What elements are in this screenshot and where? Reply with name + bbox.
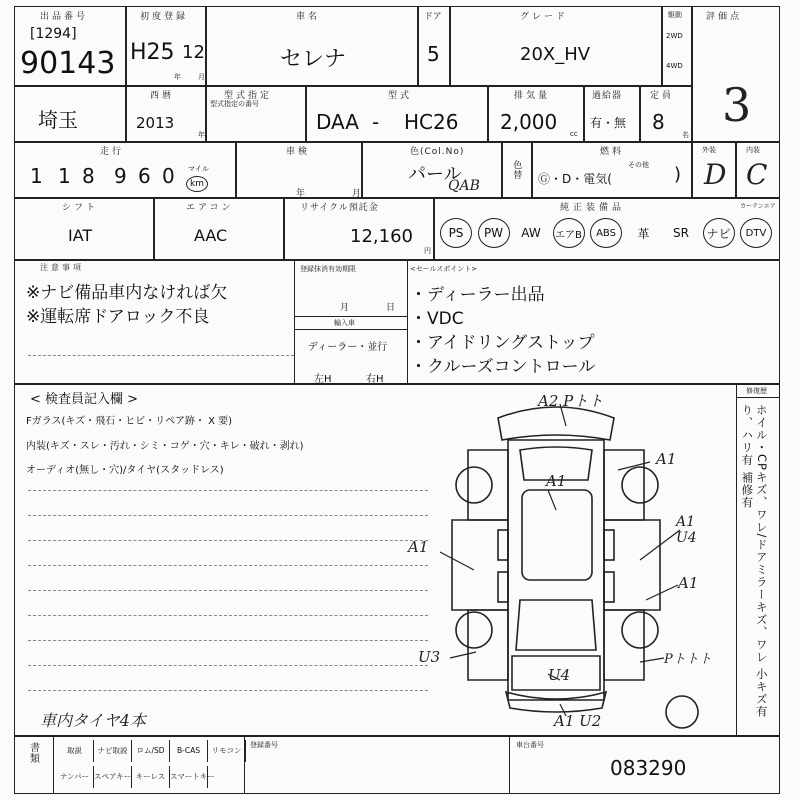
capacity-label: 定員 — [650, 91, 675, 101]
sales-2: ・VDC — [410, 309, 464, 329]
car-name-label: 車名 — [296, 12, 321, 22]
mark-right-front: A1 — [656, 450, 677, 468]
sales-4: ・クルーズコントロール — [410, 357, 596, 377]
doors-label: ドア — [424, 12, 442, 22]
equipment-item: PW — [478, 218, 510, 248]
supercharger-value: 有・無 — [590, 116, 627, 130]
equipment-label: 純正装備品 — [560, 203, 626, 213]
interior-label: 内装 — [746, 146, 760, 154]
shaken-year: 年 — [296, 189, 306, 199]
color-value: パール — [408, 164, 462, 185]
footer-doc-item: 取説 — [56, 740, 94, 762]
mileage-digit-6: 0 — [162, 164, 175, 188]
displacement-value: 2,000 — [500, 110, 558, 134]
sales-3: ・アイドリングストップ — [410, 333, 595, 353]
score-label: 評価点 — [706, 12, 743, 22]
repaint-label: 色替 — [511, 160, 522, 180]
mileage-digit-1: 1 — [30, 164, 43, 188]
shaken-month: 月 — [352, 189, 362, 199]
inspector-label: < 検査員記入欄 > — [30, 392, 139, 407]
lot-bracket: [1294] — [30, 26, 77, 42]
displacement-unit: cc — [570, 130, 578, 138]
equipment-item: エアB — [553, 218, 585, 248]
mileage-label: 走行 — [100, 147, 125, 157]
car-name: セレナ — [280, 47, 347, 72]
import-label: 輸入車 — [334, 319, 355, 327]
footer-doc-item: リモコン — [208, 740, 246, 762]
interior-value: C — [746, 158, 768, 191]
footer-doc-item: ナビ取説 — [94, 740, 132, 762]
reg-no-cell — [244, 736, 510, 794]
fuel-options: Ⓖ・D・電気( — [538, 172, 612, 186]
mark-right-low: A1 — [678, 574, 699, 592]
aircon-label: エアコン — [186, 203, 234, 213]
model-type-dash: - — [372, 110, 380, 134]
notes-label: 注意事項 — [40, 263, 84, 272]
grade-value: 20X_HV — [520, 44, 591, 65]
model-type-code: HC26 — [404, 110, 459, 134]
fuel-close: ) — [674, 164, 682, 185]
equipment-item: 革 — [637, 226, 650, 241]
first-reg-month: 12 — [182, 42, 205, 63]
first-reg-month-unit: 月 — [198, 73, 205, 81]
chassis-label: 車台番号 — [516, 741, 544, 749]
sales-label: <セールスポイント> — [410, 265, 478, 273]
recycle-label: リサイクル預託金 — [300, 203, 379, 213]
type-spec-note: 型式指定の番号 — [210, 100, 259, 108]
exterior-label: 外装 — [702, 146, 716, 154]
equipment-item: ナビ — [703, 218, 735, 248]
import-value: ディーラー・並行 — [308, 342, 388, 353]
note-1: ※ナビ備品車内なければ欠 — [26, 283, 228, 303]
reg-expiry-label: 登録抹消有効期限 — [300, 265, 356, 273]
steering-left: 左H — [314, 374, 332, 385]
drive-2wd: 2WD — [666, 32, 683, 40]
footer-doc-item: ロム/SD — [132, 740, 170, 762]
inspector-handwritten: 車内タイヤ4本 — [40, 711, 146, 730]
reg-day: 日 — [386, 303, 396, 313]
capacity-value: 8 — [652, 110, 665, 134]
shift-value: IAT — [68, 226, 93, 245]
mark-bottom: A1 U2 — [554, 712, 602, 730]
recycle-unit: 円 — [424, 247, 431, 255]
fuel-label: 燃料 — [600, 147, 625, 157]
recycle-value: 12,160 — [350, 226, 413, 247]
equipment-item: AW — [521, 226, 541, 240]
mark-left: A1 — [408, 538, 429, 556]
inspector-line-1: Fガラス(キズ・飛石・ヒビ・リペア跡・ X 要) — [26, 416, 233, 427]
mileage-unit-km: km — [186, 176, 208, 192]
color-label: 色(Col.No) — [410, 147, 465, 157]
grade-label: グレード — [520, 12, 569, 22]
aircon-value: AAC — [194, 226, 228, 245]
doc-label: 書類 — [27, 742, 39, 764]
type-spec-label: 型式指定 — [224, 91, 273, 101]
mark-right-mid: A1 U4 — [676, 514, 697, 546]
shift-label: シフト — [62, 203, 99, 213]
inspector-line-3: オーディオ(無し・穴)/タイヤ(スタッドレス) — [26, 465, 224, 476]
mark-rear: A2 Pトト — [538, 392, 604, 410]
mark-front-right: Pトトト — [664, 652, 712, 667]
note-2: ※運転席ドアロック不良 — [26, 307, 210, 327]
color-code: QAB — [448, 178, 480, 194]
first-reg-year-unit: 年 — [174, 73, 181, 81]
lot-number: 90143 — [20, 46, 116, 81]
footer-doc-item: ナンバー — [56, 766, 94, 788]
model-type-label: 型式 — [388, 91, 413, 101]
reg-month: 月 — [340, 303, 350, 313]
supercharger-label: 過給器 — [592, 91, 623, 101]
capacity-unit: 名 — [682, 131, 689, 139]
first-reg-era: H25 — [130, 40, 175, 65]
model-type-prefix: DAA — [316, 110, 359, 134]
equipment-item: SR — [673, 226, 689, 240]
mileage-digit-3: 8 — [82, 164, 95, 188]
mileage-digit-2: 1 — [58, 164, 71, 188]
sales-1: ・ディーラー出品 — [410, 285, 545, 305]
first-reg-label: 初度登録 — [140, 12, 189, 22]
repair-text: ホイル・CPキズ、ワレ/ドアミラーキズ、ワレ 小キズ有り、ハリ有 補修有 — [740, 404, 769, 718]
footer-doc-item: キーレス — [132, 766, 170, 788]
equipment-item: PS — [440, 218, 472, 248]
year-unit: 年 — [198, 131, 205, 139]
exterior-value: D — [704, 158, 727, 191]
mark-roof: A1 — [546, 472, 567, 490]
inspector-line-2: 内装(キズ・スレ・汚れ・シミ・コゲ・穴・キレ・破れ・剥れ) — [26, 441, 304, 452]
lot-label: 出品番号 — [40, 12, 89, 22]
year-label: 西暦 — [150, 91, 175, 101]
doors-value: 5 — [427, 42, 440, 66]
equipment-item: ABS — [590, 218, 622, 248]
equipment-item: DTV — [740, 218, 772, 248]
score-value: 3 — [722, 78, 752, 132]
displacement-label: 排気量 — [514, 91, 551, 101]
steering-right: 右H — [366, 374, 384, 385]
footer-doc-item: スマートキー — [170, 766, 208, 788]
reg-no-label: 登録番号 — [250, 741, 278, 749]
mark-front: U4 — [548, 666, 571, 684]
mileage-digit-5: 6 — [138, 164, 151, 188]
fuel-other: その他 — [628, 161, 649, 169]
drive-label: 駆動 — [668, 11, 682, 19]
repair-title: 修復歴 — [746, 387, 767, 395]
drive-4wd: 4WD — [666, 62, 683, 70]
footer-doc-item: スペアキー — [94, 766, 132, 788]
mileage-digit-4: 9 — [114, 164, 127, 188]
year-value: 2013 — [136, 114, 175, 132]
shaken-label: 車検 — [286, 147, 311, 157]
mark-front-left: U3 — [418, 648, 441, 666]
equipment-extra: カーテンエア — [740, 203, 776, 210]
region-value: 埼玉 — [38, 108, 78, 132]
mileage-unit-mile: マイル — [188, 165, 209, 173]
chassis-no: 083290 — [610, 756, 687, 780]
footer-doc-item: B-CAS — [170, 740, 208, 762]
